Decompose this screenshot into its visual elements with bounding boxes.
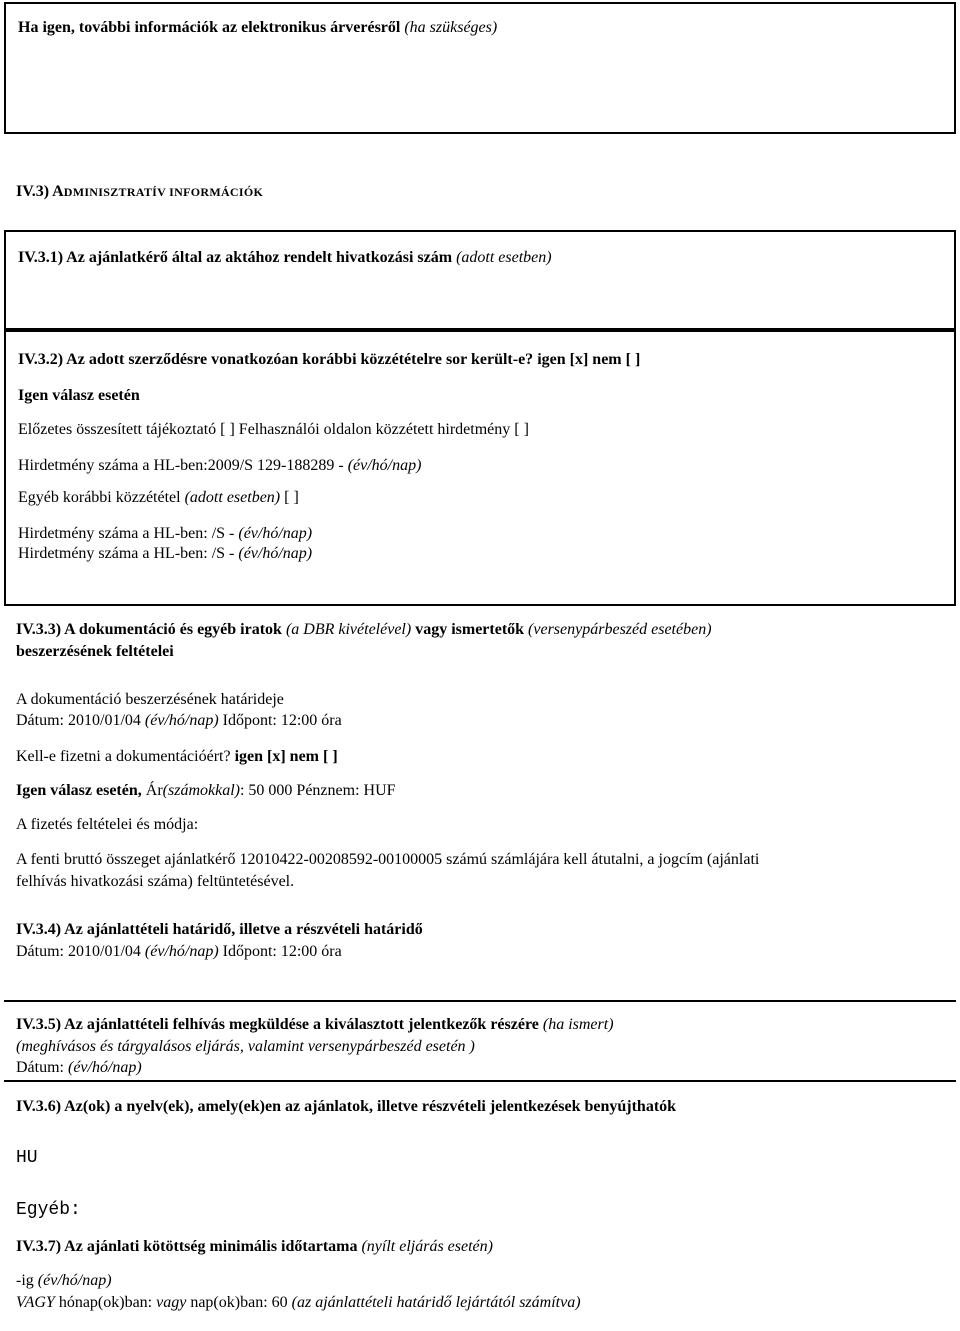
prior-other-label: Egyéb korábbi közzététel	[18, 489, 181, 506]
prior-publication-heading	[18, 350, 640, 370]
invitation-date-label: Dátum:	[16, 1059, 64, 1076]
deadline-date: Dátum: 2010/01/04	[16, 943, 141, 960]
docs-payment-answer: igen [x] nem [ ]	[234, 748, 338, 765]
binding-until-label: -ig	[16, 1272, 34, 1289]
docs-terms-label: A fizetés feltételei és módja:	[16, 816, 199, 833]
prior-notice-blank-line-2	[18, 544, 312, 564]
docs-note-b: (versenypárbeszéd esetében)	[528, 621, 712, 638]
docs-terms-line-1: A fenti bruttó összeget ajánlatkérő 12010422-00208592-00100005 számú számlájára kell átutalni, a jogcím (ajánlati	[16, 851, 760, 868]
deadline-date-format: (év/hó/nap)	[144, 943, 219, 960]
languages-title: IV.3.6) Az(ok) a nyelv(ek), amely(ek)en az ajánlatok, illetve részvételi jelentkezések benyújthatók	[16, 1098, 677, 1115]
docs-time-value: 12:00 óra	[280, 712, 342, 729]
prior-other-line	[18, 488, 299, 508]
deadline-title: IV.3.4) Az ajánlattételi határidő, illetve a részvételi határidő	[16, 921, 423, 938]
docs-deadline-label: A dokumentáció beszerzésének határideje	[16, 691, 284, 708]
docs-price-label: Ár	[145, 782, 163, 799]
invitation-date-line	[16, 1058, 142, 1078]
admin-title-first-letter: A	[52, 183, 64, 200]
docs-time-label: Időpont:	[222, 712, 277, 729]
invitation-date-format: (év/hó/nap)	[68, 1059, 142, 1076]
binding-months-label: hónap(ok)ban:	[58, 1294, 153, 1311]
reference-number-heading	[18, 248, 552, 268]
docs-note-a: (a DBR kivételével)	[285, 621, 412, 638]
binding-duration-line	[16, 1293, 581, 1313]
admin-number: IV.3)	[16, 183, 50, 200]
invitation-title-note: (ha ismert)	[542, 1016, 614, 1033]
prior-notice-number-line	[18, 456, 421, 476]
docs-title-b: vagy ismertetők	[415, 621, 525, 638]
docs-price-line	[16, 781, 396, 801]
docs-deadline-date-line	[16, 711, 342, 731]
binding-or-1: VAGY	[16, 1294, 55, 1311]
section-divider-bottom	[4, 1080, 956, 1082]
prior-notice-blank-1: Hirdetmény száma a HL-ben: /S -	[18, 525, 235, 542]
docs-title-c: beszerzésének feltételei	[16, 643, 174, 660]
docs-payment-question: Kell-e fizetni a dokumentációért?	[16, 748, 231, 765]
binding-or-2: vagy	[156, 1294, 187, 1311]
prior-publication-title: IV.3.2) Az adott szerződésre vonatkozóan korábbi közzétételre sor került-e?	[18, 351, 534, 368]
deadline-date-line	[16, 942, 342, 962]
prior-notice-blank-2: Hirdetmény száma a HL-ben: /S -	[18, 545, 235, 562]
prior-notice-blank-2-format: (év/hó/nap)	[238, 545, 313, 562]
prior-notice-blank-line-1	[18, 524, 312, 544]
prior-other-note: (adott esetben)	[184, 489, 281, 506]
deadline-time-label: Időpont:	[222, 943, 277, 960]
reference-number-title: IV.3.1) Az ajánlatkérő által az aktához rendelt hivatkozási szám	[18, 249, 453, 266]
docs-payment-question-line	[16, 747, 338, 767]
electronic-auction-heading	[18, 18, 497, 38]
prior-notice-number: Hirdetmény száma a HL-ben:2009/S 129-188289 -	[18, 457, 344, 474]
docs-title-a: IV.3.3) A dokumentáció és egyéb iratok	[16, 621, 282, 638]
invitation-heading	[16, 1015, 614, 1035]
binding-date-line	[16, 1271, 112, 1291]
electronic-auction-heading-note: (ha szükséges)	[404, 19, 498, 36]
prior-publication-box	[4, 330, 956, 606]
reference-number-note: (adott esetben)	[456, 249, 552, 266]
prior-notice-date-format: (év/hó/nap)	[347, 457, 422, 474]
binding-heading	[16, 1237, 493, 1257]
section-divider-top	[4, 1000, 956, 1002]
prior-notice-blank-1-format: (év/hó/nap)	[238, 525, 313, 542]
docs-terms-line-2: felhívás hivatkozási száma) feltüntetésével.	[16, 873, 295, 890]
admin-title-rest: DMINISZTRATÍV INFORMÁCIÓK	[63, 185, 264, 199]
deadline-time-value: 12:00 óra	[280, 943, 342, 960]
binding-date-format: (év/hó/nap)	[37, 1272, 112, 1289]
prior-publication-answer: igen [x] nem [ ]	[537, 351, 641, 368]
electronic-auction-box	[4, 2, 956, 134]
docs-price-value: : 50 000 Pénznem: HUF	[239, 782, 396, 799]
prior-summary-line: Előzetes összesített tájékoztató [ ] Felhasználói oldalon közzétett hirdetmény [ ]	[18, 421, 529, 438]
binding-title: IV.3.7) Az ajánlati kötöttség minimális időtartama	[16, 1238, 358, 1255]
docs-price-lead: Igen válasz esetén,	[16, 782, 142, 799]
docs-heading-line-1	[16, 620, 712, 640]
prior-other-checkbox: [ ]	[284, 489, 299, 506]
languages-value-hu: HU	[16, 1148, 38, 1168]
admin-heading	[16, 182, 263, 202]
electronic-auction-heading-text: Ha igen, további információk az elektronikus árverésről	[18, 19, 401, 36]
docs-date-format: (év/hó/nap)	[144, 712, 219, 729]
reference-number-box	[4, 230, 956, 330]
binding-days-note: (az ajánlattételi határidő lejártától számítva)	[291, 1294, 581, 1311]
languages-other-label: Egyéb:	[16, 1200, 81, 1220]
binding-title-note: (nyílt eljárás esetén)	[361, 1238, 493, 1255]
invitation-subnote: (meghívásos és tárgyalásos eljárás, valamint versenypárbeszéd esetén )	[16, 1038, 475, 1055]
docs-price-note: (számokkal)	[162, 782, 240, 799]
docs-date: Dátum: 2010/01/04	[16, 712, 141, 729]
binding-days-label: nap(ok)ban: 60	[190, 1294, 288, 1311]
invitation-title: IV.3.5) Az ajánlattételi felhívás megküldése a kiválasztott jelentkezők részére	[16, 1016, 539, 1033]
prior-yes-case-label: Igen válasz esetén	[18, 387, 140, 404]
